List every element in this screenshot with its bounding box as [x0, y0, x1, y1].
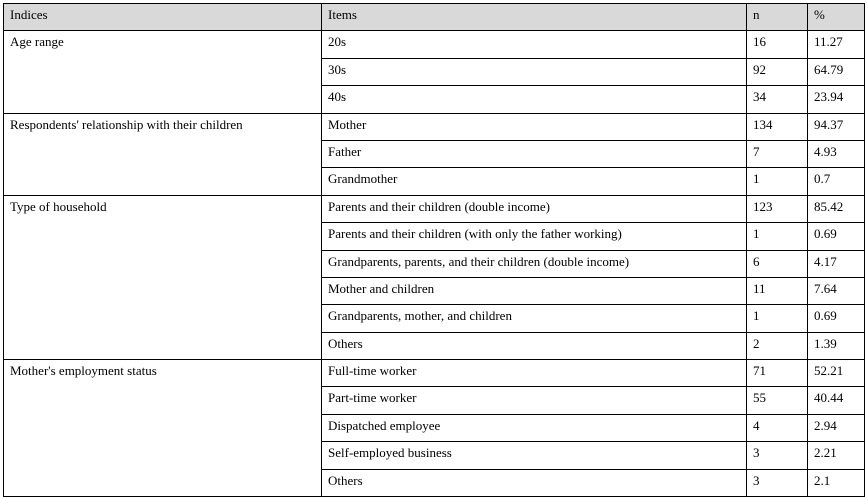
item-cell: Mother and children	[322, 277, 747, 304]
n-cell: 3	[747, 469, 808, 496]
n-cell: 1	[747, 223, 808, 250]
percent-cell: 40.44	[808, 387, 865, 414]
item-cell: Mother	[322, 113, 747, 140]
percent-cell: 11.27	[808, 31, 865, 58]
header-n: n	[747, 4, 808, 31]
table-row	[4, 113, 865, 140]
item-cell: Grandmother	[322, 168, 747, 195]
item-cell: Self-employed business	[322, 442, 747, 469]
item-cell: Grandparents, mother, and children	[322, 305, 747, 332]
percent-cell: 0.69	[808, 305, 865, 332]
n-cell: 55	[747, 387, 808, 414]
table-row	[4, 31, 865, 58]
item-cell: Others	[322, 332, 747, 359]
percent-cell: 2.21	[808, 442, 865, 469]
percent-cell: 2.1	[808, 469, 865, 496]
header-row	[4, 4, 865, 31]
n-cell: 1	[747, 305, 808, 332]
percent-cell: 85.42	[808, 195, 865, 222]
header-items: Items	[322, 4, 747, 31]
percent-cell: 23.94	[808, 86, 865, 113]
table-row	[4, 195, 865, 222]
n-cell: 3	[747, 442, 808, 469]
n-cell: 11	[747, 277, 808, 304]
percent-cell: 0.7	[808, 168, 865, 195]
table-row	[4, 360, 865, 387]
index-cell: Respondents' relationship with their children	[4, 113, 322, 195]
percent-cell: 64.79	[808, 58, 865, 85]
n-cell: 123	[747, 195, 808, 222]
item-cell: Parents and their children (double income)	[322, 195, 747, 222]
item-cell: 20s	[322, 31, 747, 58]
percent-cell: 4.93	[808, 140, 865, 167]
item-cell: Grandparents, parents, and their children (double income)	[322, 250, 747, 277]
item-cell: 30s	[322, 58, 747, 85]
percent-cell: 94.37	[808, 113, 865, 140]
percent-cell: 1.39	[808, 332, 865, 359]
n-cell: 2	[747, 332, 808, 359]
table-body	[4, 31, 865, 497]
percent-cell: 4.17	[808, 250, 865, 277]
item-cell: 40s	[322, 86, 747, 113]
item-cell: Parents and their children (with only the father working)	[322, 223, 747, 250]
n-cell: 92	[747, 58, 808, 85]
demographics-table	[3, 3, 865, 497]
index-cell: Type of household	[4, 195, 322, 359]
n-cell: 6	[747, 250, 808, 277]
item-cell: Dispatched employee	[322, 414, 747, 441]
header-indices: Indices	[4, 4, 322, 31]
index-cell: Mother's employment status	[4, 360, 322, 497]
n-cell: 134	[747, 113, 808, 140]
item-cell: Others	[322, 469, 747, 496]
percent-cell: 7.64	[808, 277, 865, 304]
percent-cell: 0.69	[808, 223, 865, 250]
n-cell: 34	[747, 86, 808, 113]
percent-cell: 52.21	[808, 360, 865, 387]
percent-cell: 2.94	[808, 414, 865, 441]
n-cell: 71	[747, 360, 808, 387]
n-cell: 4	[747, 414, 808, 441]
item-cell: Part-time worker	[322, 387, 747, 414]
item-cell: Father	[322, 140, 747, 167]
item-cell: Full-time worker	[322, 360, 747, 387]
header-percent: %	[808, 4, 865, 31]
index-cell: Age range	[4, 31, 322, 113]
n-cell: 1	[747, 168, 808, 195]
n-cell: 16	[747, 31, 808, 58]
n-cell: 7	[747, 140, 808, 167]
